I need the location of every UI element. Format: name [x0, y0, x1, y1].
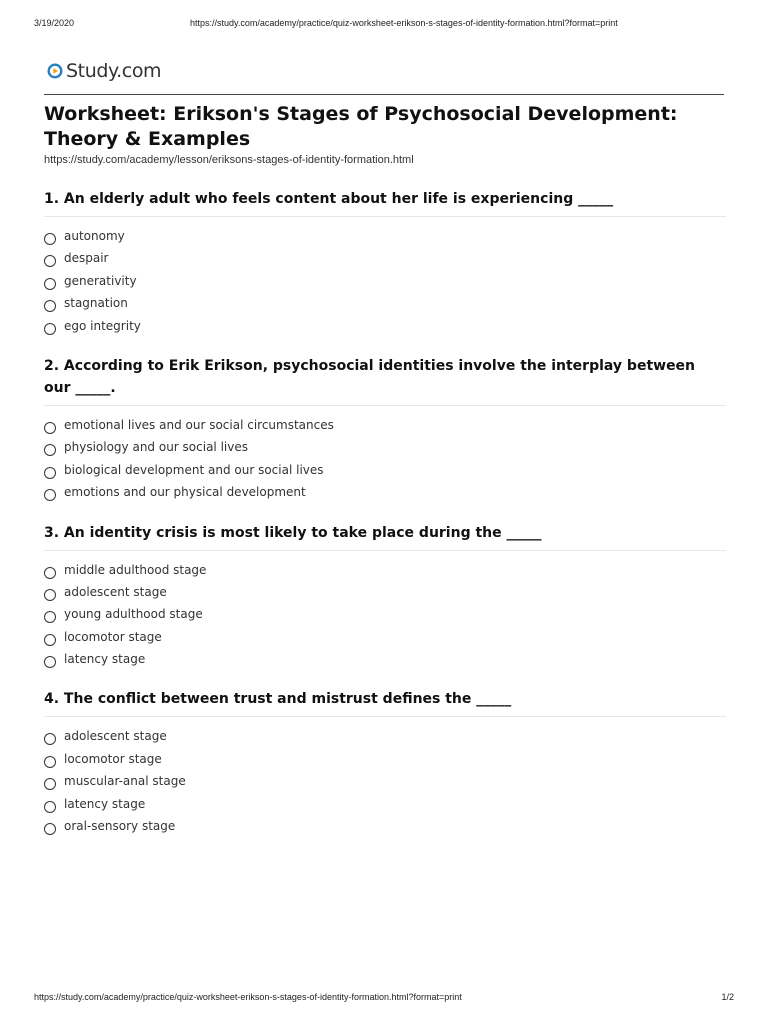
question-text: 3. An identity crisis is most likely to take place during the _____ — [44, 522, 726, 551]
radio-button-icon[interactable] — [44, 778, 56, 790]
answer-option[interactable] — [44, 605, 726, 627]
answer-option[interactable] — [44, 483, 726, 505]
answer-option-label: stagnation — [64, 296, 128, 311]
answer-option[interactable] — [44, 583, 726, 605]
question-block — [44, 522, 726, 673]
radio-button-icon[interactable] — [44, 323, 56, 335]
question-block — [44, 688, 726, 839]
answer-option-label: oral-sensory stage — [64, 819, 176, 834]
answer-option[interactable] — [44, 461, 726, 483]
answer-option[interactable] — [44, 416, 726, 438]
answer-option[interactable] — [44, 249, 726, 271]
answer-option[interactable] — [44, 561, 726, 583]
logo-wordmark: Study.com — [66, 60, 162, 82]
radio-button-icon[interactable] — [44, 278, 56, 290]
print-header — [34, 18, 734, 32]
radio-button-icon[interactable] — [44, 823, 56, 835]
answer-option-label: autonomy — [64, 229, 125, 243]
answer-option-label: emotions and our physical development — [64, 485, 306, 500]
print-header-url: https://study.com/academy/practice/quiz-worksheet-erikson-s-stages-of-identity-formation.html?format=print — [190, 18, 618, 28]
radio-button-icon[interactable] — [44, 801, 56, 813]
answer-option-label: young adulthood stage — [64, 607, 203, 622]
answer-option[interactable] — [44, 294, 726, 316]
header-divider — [44, 94, 724, 95]
answer-option[interactable] — [44, 727, 726, 749]
print-date: 3/19/2020 — [34, 18, 75, 28]
answer-option[interactable] — [44, 438, 726, 460]
radio-button-icon[interactable] — [44, 422, 56, 434]
answer-option[interactable] — [44, 272, 726, 294]
radio-button-icon[interactable] — [44, 489, 56, 501]
answer-option-label: generativity — [64, 273, 137, 288]
answer-option[interactable] — [44, 650, 726, 672]
radio-button-icon[interactable] — [44, 611, 56, 623]
print-footer — [34, 992, 734, 1006]
answer-option-label: latency stage — [64, 796, 146, 811]
radio-button-icon[interactable] — [44, 756, 56, 768]
answer-option-label: emotional lives and our social circumstances — [64, 417, 334, 432]
radio-button-icon[interactable] — [44, 233, 56, 245]
radio-button-icon[interactable] — [44, 733, 56, 745]
answer-option-label: middle adulthood stage — [64, 562, 207, 577]
question-list — [44, 188, 726, 855]
radio-button-icon[interactable] — [44, 656, 56, 668]
answer-option-label: despair — [64, 251, 109, 266]
radio-button-icon[interactable] — [44, 589, 56, 601]
question-text: 1. An elderly adult who feels content about her life is experiencing _____ — [44, 188, 726, 217]
radio-button-icon[interactable] — [44, 634, 56, 646]
answer-option[interactable] — [44, 317, 726, 339]
answer-option[interactable] — [44, 227, 726, 249]
answer-option-label: ego integrity — [64, 318, 141, 333]
answer-option-label: locomotor stage — [64, 751, 162, 766]
answer-option-label: physiology and our social lives — [64, 440, 248, 455]
radio-button-icon[interactable] — [44, 300, 56, 312]
answer-option-label: adolescent stage — [64, 729, 167, 744]
study-com-play-logo-icon — [47, 63, 63, 79]
question-text: 2. According to Erik Erikson, psychosocial identities involve the interplay between our _____. — [44, 355, 726, 406]
page-number: 1/2 — [721, 992, 734, 1002]
question-text: 4. The conflict between trust and mistrust defines the _____ — [44, 688, 726, 717]
answer-option[interactable] — [44, 628, 726, 650]
answer-option-label: biological development and our social lives — [64, 462, 324, 477]
radio-button-icon[interactable] — [44, 467, 56, 479]
radio-button-icon[interactable] — [44, 567, 56, 579]
answer-option[interactable] — [44, 795, 726, 817]
question-block — [44, 188, 726, 339]
worksheet-title: Worksheet: Erikson's Stages of Psychosocial Development: Theory & Examples — [44, 103, 678, 150]
answer-option[interactable] — [44, 750, 726, 772]
answer-option-label: adolescent stage — [64, 584, 167, 599]
question-block — [44, 355, 726, 506]
study-com-logo[interactable] — [47, 58, 161, 84]
answer-option-label: locomotor stage — [64, 629, 162, 644]
answer-option[interactable] — [44, 817, 726, 839]
lesson-link[interactable]: https://study.com/academy/lesson/eriksons-stages-of-identity-formation.html — [44, 154, 414, 166]
print-footer-url: https://study.com/academy/practice/quiz-worksheet-erikson-s-stages-of-identity-formation.html?format=print — [34, 992, 462, 1002]
answer-option[interactable] — [44, 772, 726, 794]
answer-option-label: latency stage — [64, 652, 146, 667]
radio-button-icon[interactable] — [44, 444, 56, 456]
answer-option-label: muscular-anal stage — [64, 774, 186, 789]
radio-button-icon[interactable] — [44, 255, 56, 267]
